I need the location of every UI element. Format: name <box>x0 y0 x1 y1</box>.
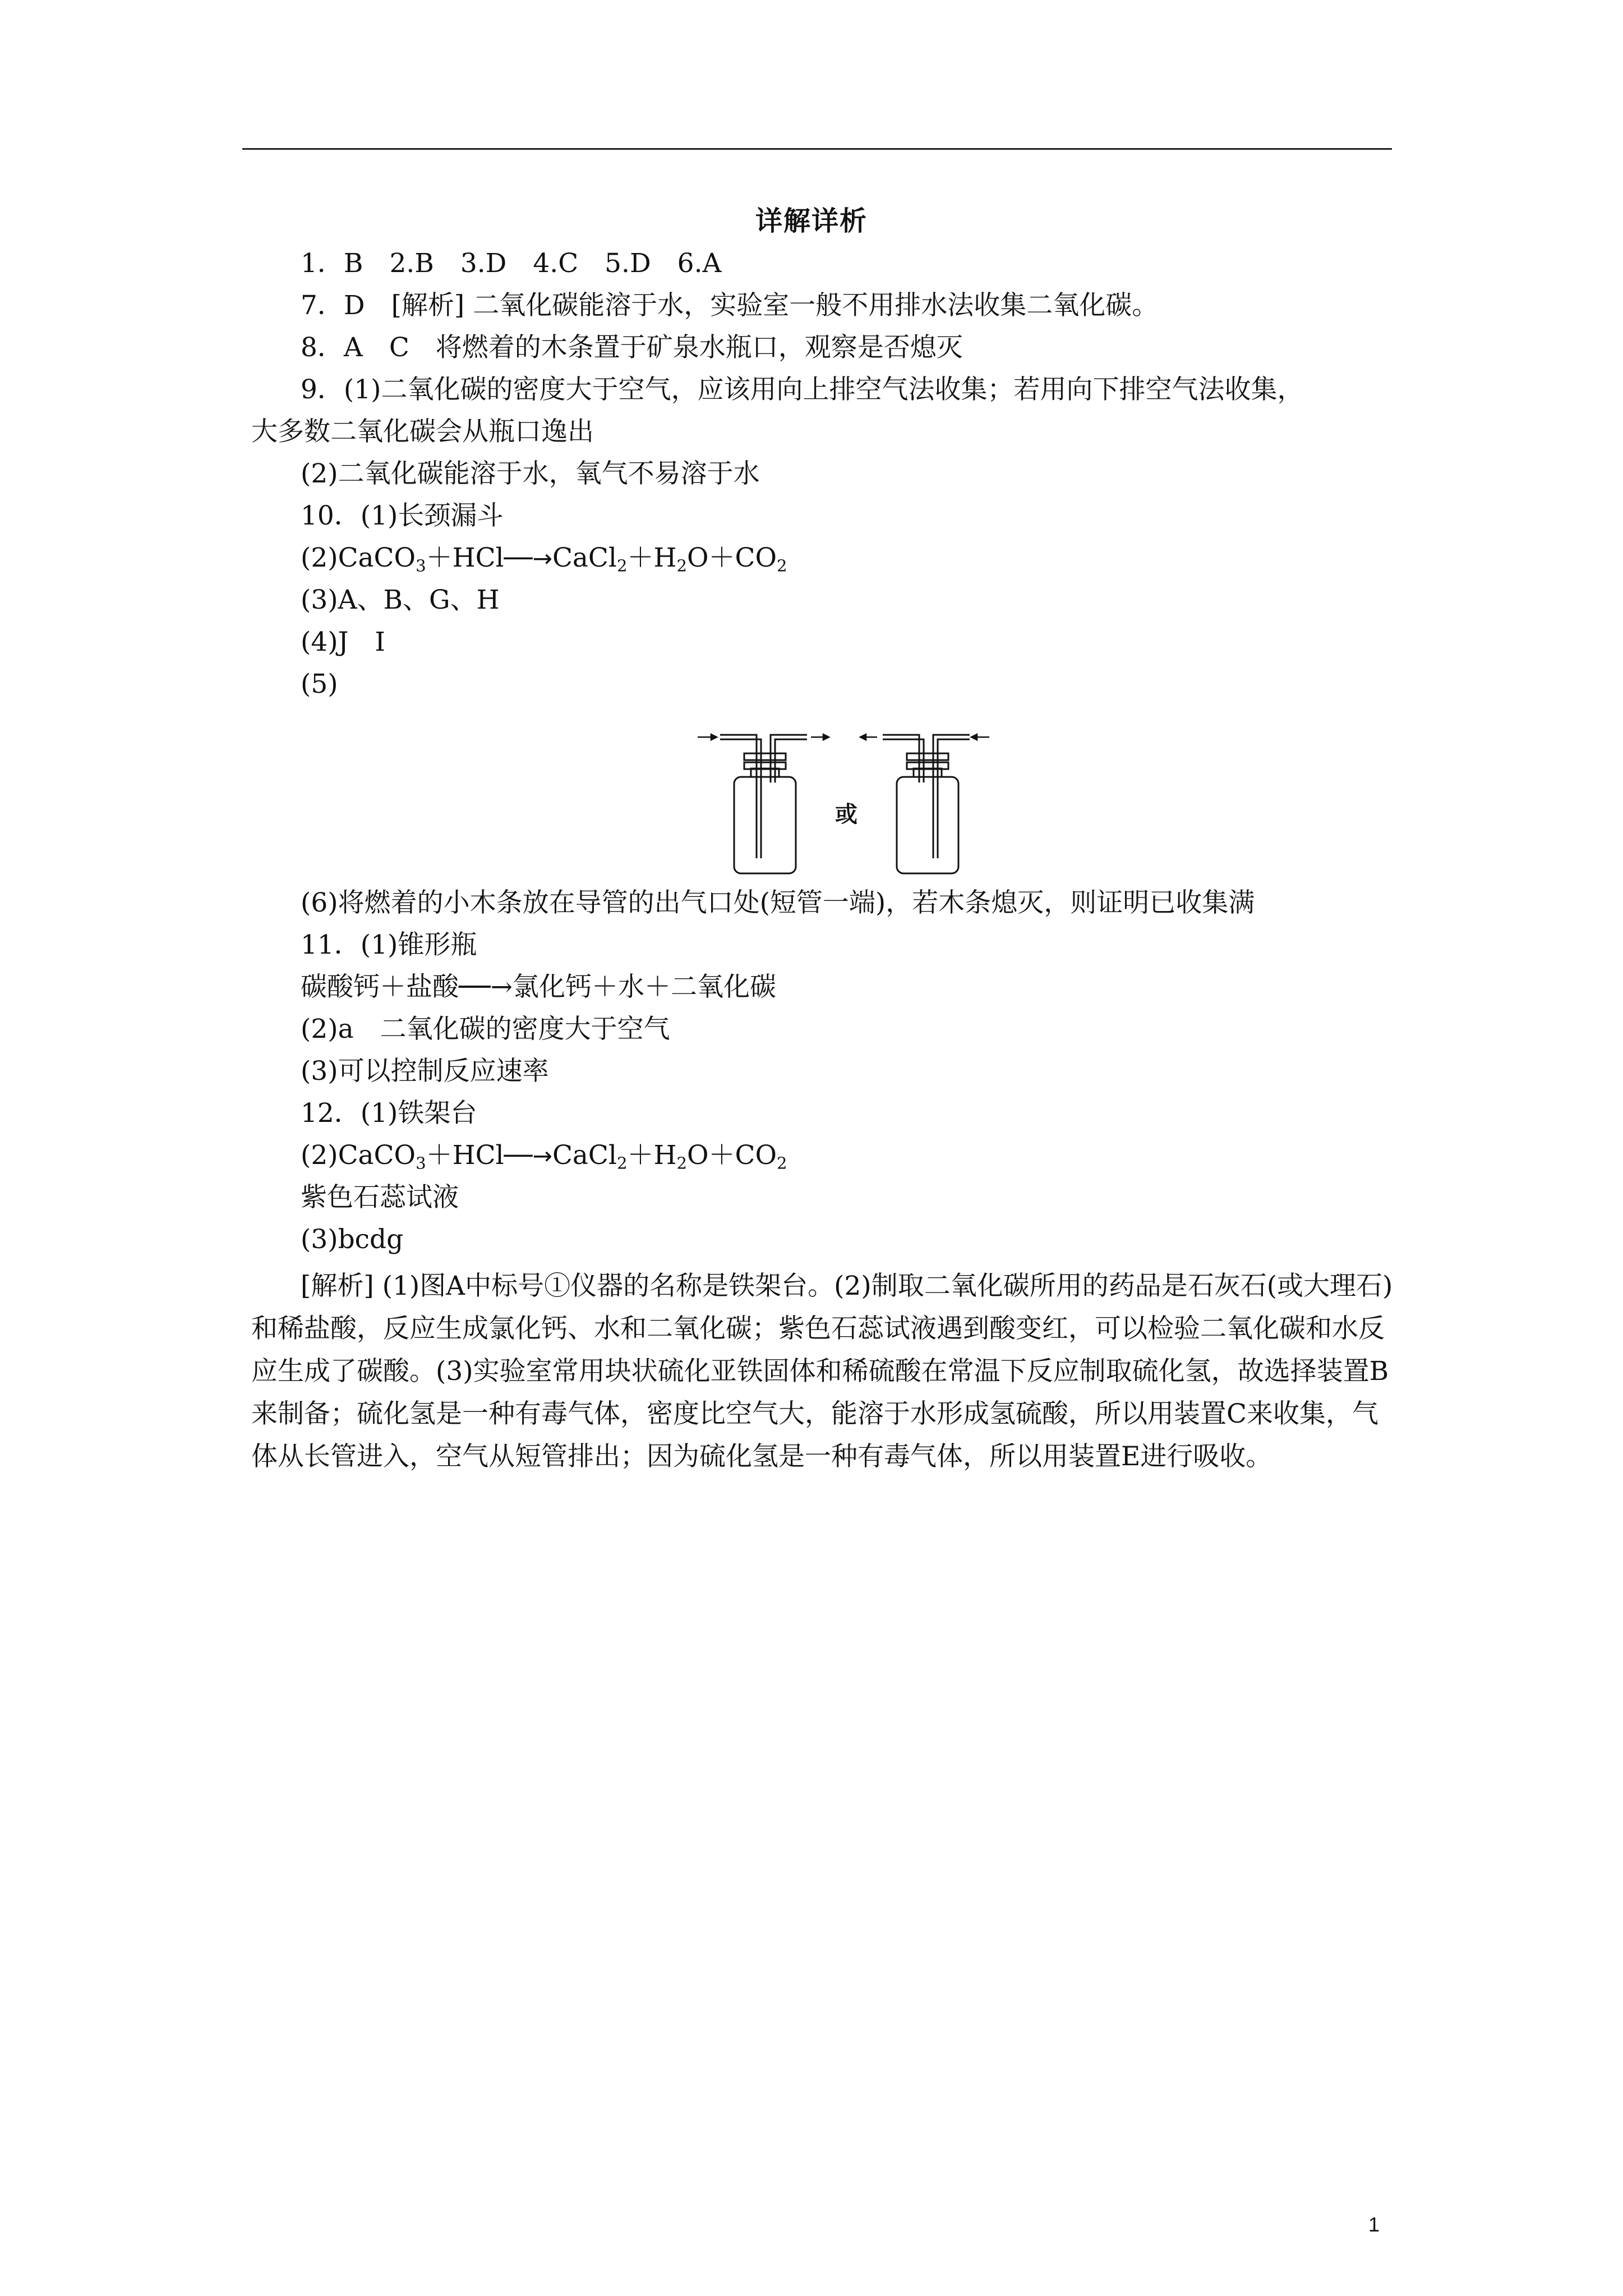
bottle-body <box>897 777 958 873</box>
bottle-body <box>734 777 796 873</box>
answer-12-2-equation: $(2)CaCO_3+HCl──\to CaCl_2+H_2O+CO_2$ <box>301 1140 787 1173</box>
header-rule <box>242 148 1392 150</box>
answer-9-1-continued: 大多数二氧化碳会从瓶口逸出 <box>251 416 594 447</box>
answer-12-3: (3)bcdg <box>301 1224 404 1255</box>
arrow-out-icon <box>811 734 829 740</box>
answer-9-2: (2)二氧化碳能溶于水，氧气不易溶于水 <box>301 458 760 489</box>
answer-12-2-indicator: 紫色石蕊试液 <box>301 1182 459 1213</box>
answer-12-analysis: [解析] (1)图A中标号①仪器的名称是铁架台。(2)制取二氧化碳所用的药品是石灰石(或大理石)和稀盐酸，反应生成氯化钙、水和二氧化碳；紫色石蕊试液遇到酸变红，可以检验二氧化碳和水反应生成了碳酸。(3)实验室常用块状硫化亚铁固体和稀硫酸在常温下反应制取硫化氢，故选择装置B来制备；硫化氢是一种有毒气体，密度比空气大，能溶于水形成氢硫酸，所以用装置C来收集，气体从长管进入，空气从短管排出；因为硫化氢是一种有毒气体，所以用装置E进行吸收。 <box>251 1271 1393 1472</box>
answer-11-3: (3)可以控制反应速率 <box>301 1056 549 1087</box>
answer-10-3: (3)A、B、G、H <box>301 585 500 615</box>
answer-11-1: 11．(1)锥形瓶 <box>301 930 477 960</box>
gas-bottle-left <box>720 735 807 873</box>
gas-bottle-diagram <box>686 715 1000 875</box>
answer-10-6: (6)将燃着的小木条放在导管的出气口处(短管一端)，若木条熄灭，则证明已收集满 <box>301 887 1255 918</box>
answer-10-2-equation: $(2)CaCO_3+HCl──\to CaCl_2+H_2O+CO_2$ <box>301 542 787 576</box>
or-label: 或 <box>835 802 857 827</box>
long-tube-inner <box>720 739 761 858</box>
answer-10-5: (5) <box>301 669 338 700</box>
stopper-top <box>907 753 948 760</box>
arrow-in-icon <box>971 734 989 740</box>
page-number: 1 <box>1368 2213 1380 2236</box>
arrow-out-icon <box>860 734 877 740</box>
answer-7: 7．D [解析] 二氧化碳能溶于水，实验室一般不用排水法收集二氧化碳。 <box>301 290 1159 321</box>
answer-11-word-equation: 碳酸钙＋盐酸──→氯化钙＋水＋二氧化碳 <box>301 972 776 1002</box>
short-tube <box>771 735 807 783</box>
long-tube-inner <box>938 739 970 858</box>
page-title: 详解详析 <box>755 205 868 237</box>
stopper-top <box>744 753 786 760</box>
answer-8: 8．A C 将燃着的木条置于矿泉水瓶口，观察是否熄灭 <box>301 332 963 363</box>
answer-11-2: (2)a 二氧化碳的密度大于空气 <box>301 1014 670 1045</box>
answer-9-1: 9．(1)二氧化碳的密度大于空气，应该用向上排空气法收集；若用向下排空气法收集， <box>301 374 1304 405</box>
answer-1-6: 1．B 2.B 3.D 4.C 5.D 6.A <box>301 248 722 279</box>
answer-10-4: (4)J I <box>301 627 385 657</box>
gas-bottle-right <box>883 735 970 873</box>
answer-10-1: 10．(1)长颈漏斗 <box>301 500 504 531</box>
arrow-in-icon <box>698 734 717 740</box>
answer-12-1: 12．(1)铁架台 <box>301 1098 477 1129</box>
